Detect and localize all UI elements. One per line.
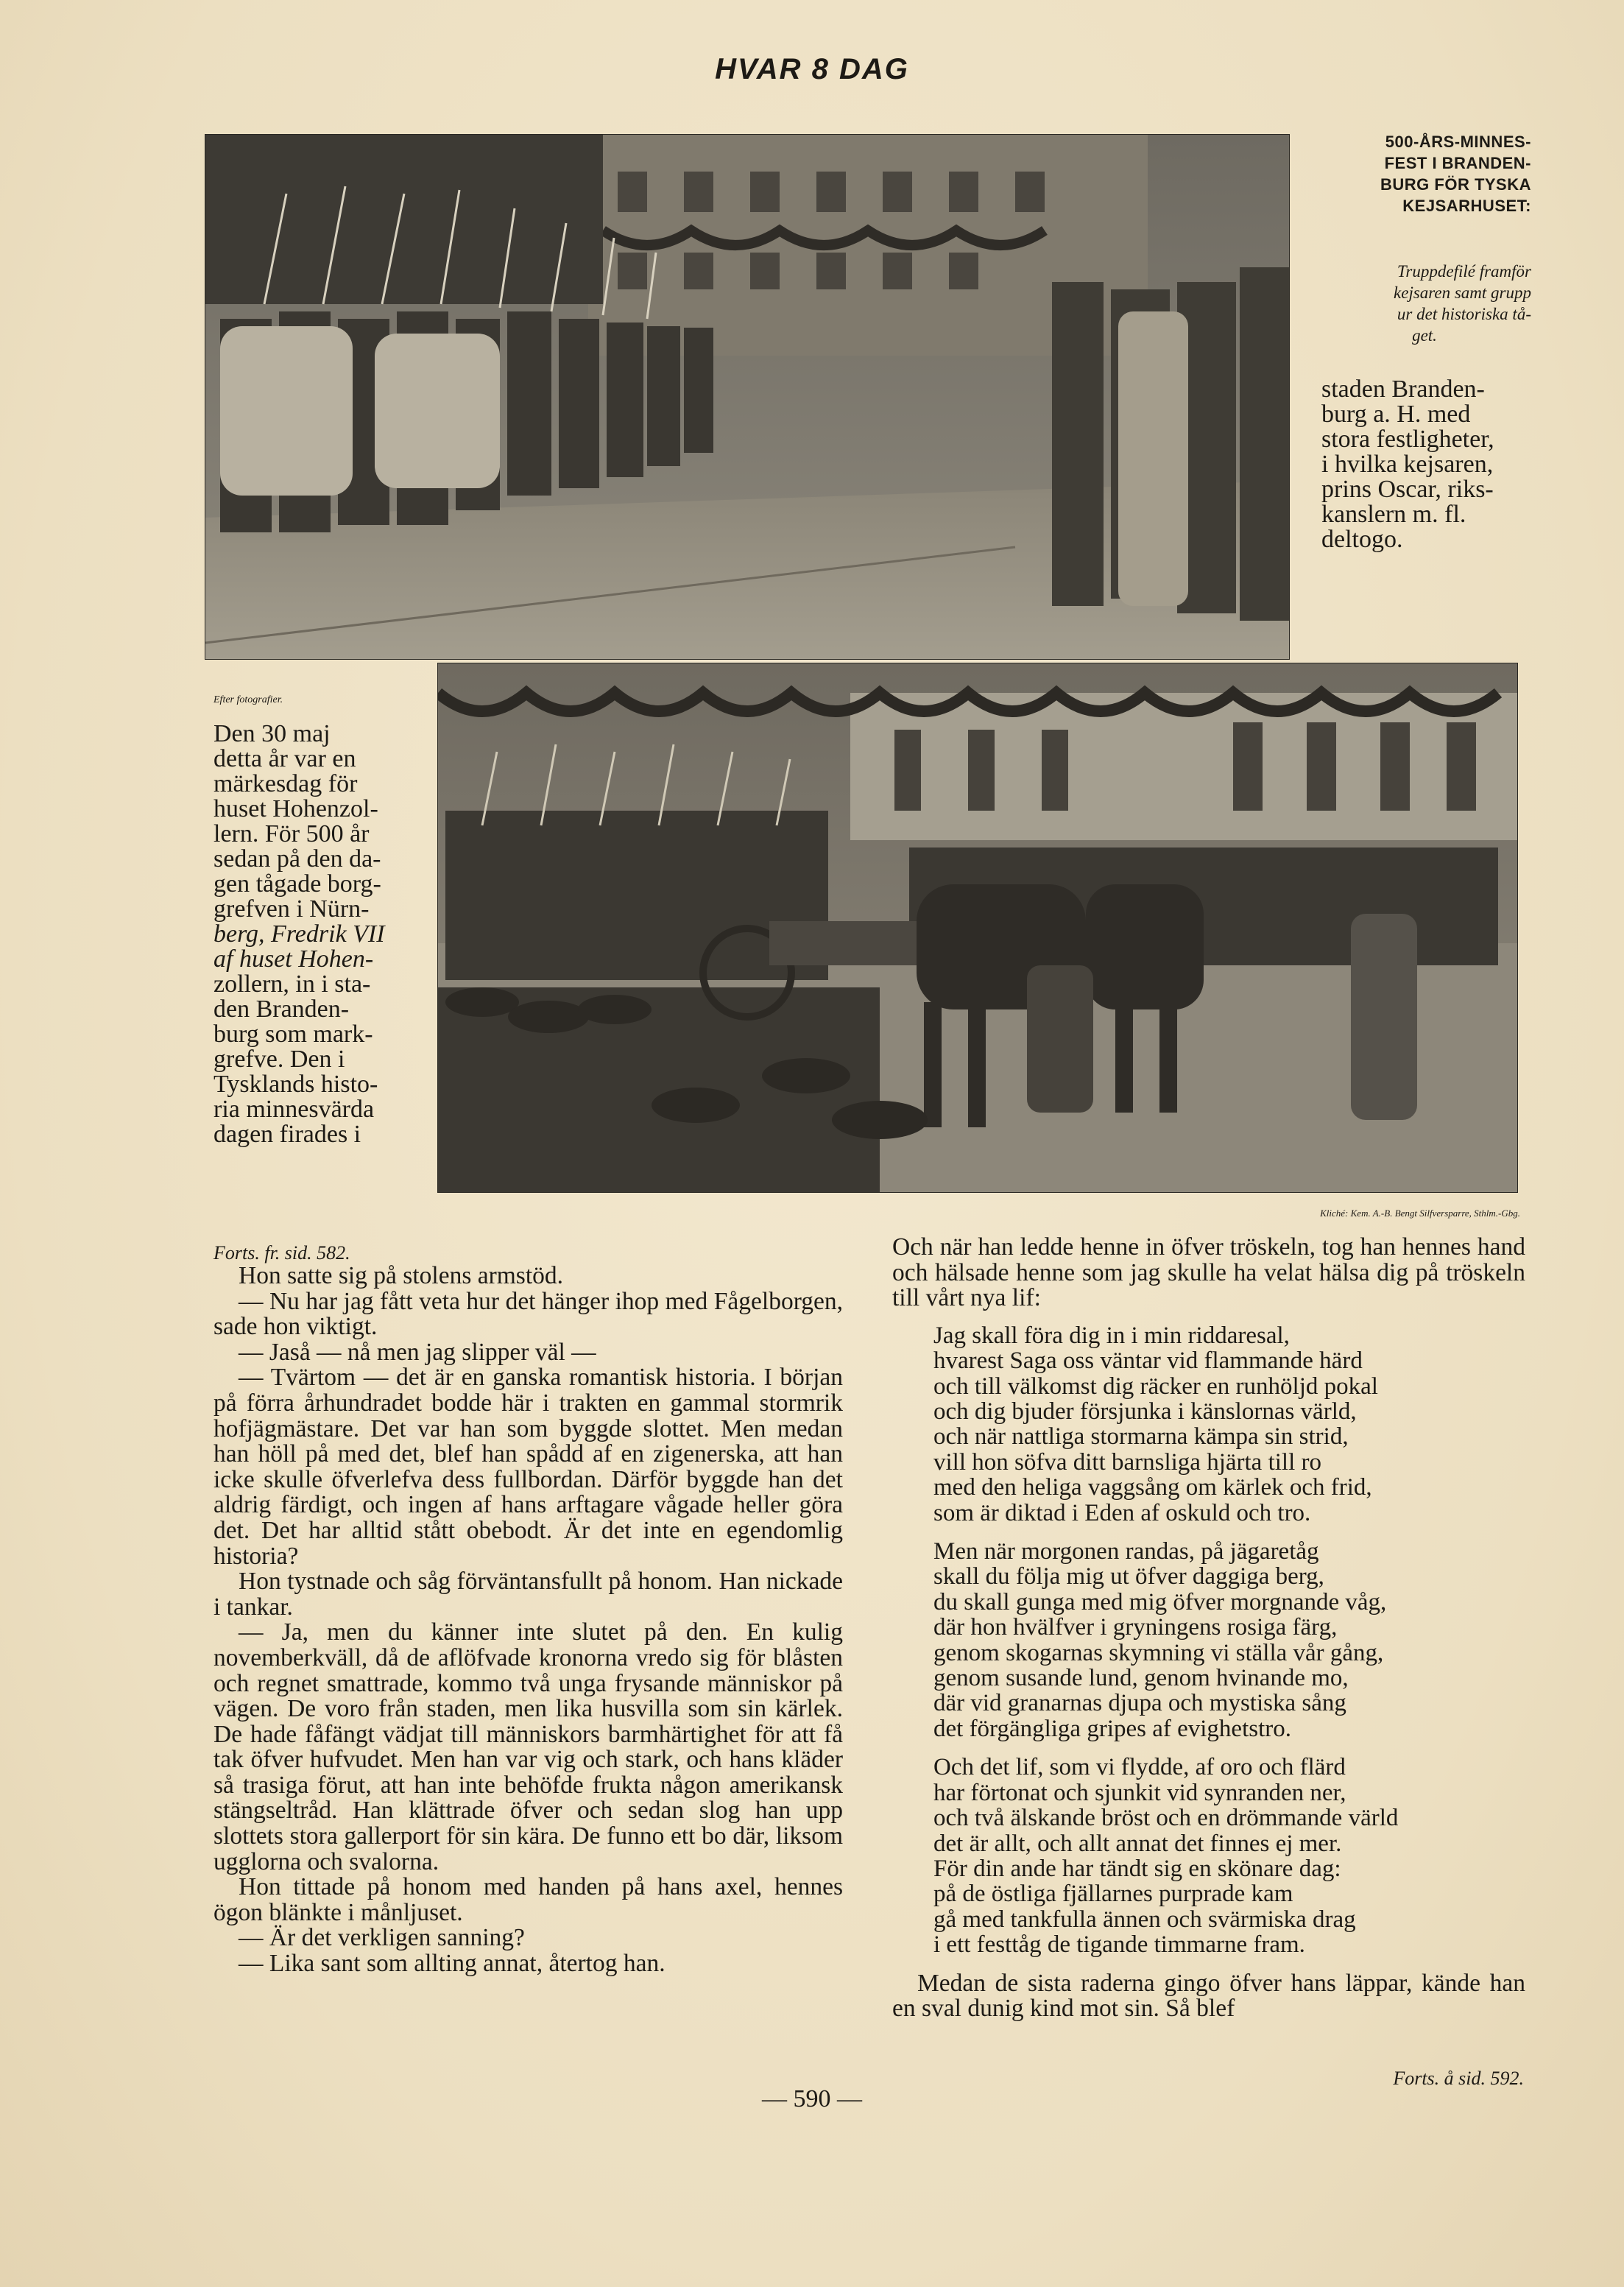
side-line: dagen firades i — [213, 1121, 361, 1148]
side-line: Den 30 maj — [213, 720, 331, 747]
poem-line: Jag skall föra dig in i min riddaresal, — [933, 1322, 1290, 1349]
side-line: gen tågade borg- — [213, 870, 381, 898]
caption-sub-line: kejsaren samt grupp — [1394, 283, 1531, 302]
poem-line: det är allt, och allt annat det finnes ej mer. — [933, 1830, 1342, 1857]
poem-line: vill hon söfva ditt barnsliga hjärta till ro — [933, 1448, 1321, 1476]
side-line: sedan på den da- — [213, 845, 381, 873]
paragraph: Hon satte sig på stolens armstöd. — [239, 1262, 564, 1289]
side-line: zollern, in i sta- — [213, 970, 371, 998]
poem-stanza-1 — [933, 1323, 1525, 1526]
caption-sub-line: get. — [1412, 326, 1437, 345]
poem-line: har förtonat och sjunkit vid synranden ner, — [933, 1779, 1346, 1806]
article-column-left — [213, 1243, 843, 1977]
page-number: — 590 — — [762, 2085, 862, 2112]
poem-line: och dig bjuder försjunka i känslornas värld, — [933, 1398, 1357, 1425]
page-header: HVAR 8 DAG — [715, 53, 909, 85]
poem-stanza-3 — [933, 1755, 1525, 1957]
caption-heading-line: FEST I BRANDEN- — [1384, 154, 1531, 172]
poem-line: Men när morgonen randas, på jägaretåg — [933, 1538, 1319, 1565]
side-line: prins Oscar, riks- — [1321, 476, 1494, 503]
poem-line: där hon hvälfver i gryningens rosiga färg, — [933, 1614, 1338, 1641]
side-line: burg a. H. med — [1321, 401, 1471, 428]
caption-heading-line: 500-ÅRS-MINNES- — [1385, 133, 1531, 151]
article-column-right — [892, 1235, 1525, 2022]
side-line: af huset Hohen- — [213, 945, 374, 973]
poem-line: genom susande lund, genom hvinande mo, — [933, 1665, 1349, 1692]
side-line: staden Branden- — [1321, 376, 1485, 403]
side-line: deltogo. — [1321, 526, 1403, 553]
parade-photo-top — [205, 134, 1290, 660]
side-line: stora festligheter, — [1321, 426, 1494, 453]
paragraph: Och när han ledde henne in öfver tröskeln, tog han hennes hand och hälsade henne som jag skulle ha velat hälsa dig på tröskeln till vårt nya lif: — [892, 1233, 1525, 1312]
poem-line: För din ande har tändt sig en skönare dag: — [933, 1855, 1341, 1882]
poem-line: på de östliga fjällarnes purprade kam — [933, 1881, 1293, 1908]
caption-heading-line: BURG FÖR TYSKA — [1380, 175, 1531, 194]
caption-top-heading — [1318, 131, 1531, 216]
poem-line: hvarest Saga oss väntar vid flammande härd — [933, 1347, 1363, 1375]
side-line: ria minnesvärda — [213, 1096, 375, 1123]
paragraph: — Är det verkligen sanning? — [239, 1924, 525, 1952]
side-line: burg som mark- — [213, 1021, 373, 1048]
photo-credit-right: Kliché: Kem. A.-B. Bengt Silfversparre, Sthlm.-Gbg. — [1320, 1208, 1520, 1219]
side-text-left — [213, 722, 409, 1147]
paragraph: — Nu har jag fått veta hur det hänger ihop med Fågelborgen, sade hon viktigt. — [213, 1287, 843, 1341]
caption-sub-line: ur det historiska tå- — [1397, 305, 1531, 323]
poem-line: i ett festtåg de tigande timmarne fram. — [933, 1931, 1305, 1959]
poem-stanza-2 — [933, 1539, 1525, 1741]
side-line: berg, Fredrik VII — [213, 920, 385, 948]
paragraph: Medan de sista raderna gingo öfver hans läppar, kände han en sval dunig kind mot sin. Så blef — [892, 1969, 1525, 2023]
poem-line: det förgängliga gripes af evighetstro. — [933, 1715, 1291, 1742]
procession-photo-bottom — [437, 663, 1518, 1193]
poem-line: skall du följa mig ut öfver daggiga berg, — [933, 1563, 1324, 1590]
side-line: huset Hohenzol- — [213, 795, 378, 822]
paragraph: Hon tystnade och såg förväntansfullt på honom. Han nickade i tankar. — [213, 1568, 843, 1621]
caption-top-sub — [1318, 261, 1531, 346]
side-line: den Branden- — [213, 996, 350, 1023]
poem-line: som är diktad i Eden af oskuld och tro. — [933, 1499, 1311, 1526]
side-line: grefve. Den i — [213, 1046, 345, 1073]
paragraph: — Lika sant som allting annat, återtog han. — [239, 1950, 666, 1978]
side-line: lern. För 500 år — [213, 820, 370, 848]
side-line: i hvilka kejsaren, — [1321, 451, 1494, 478]
paragraph: — Jaså — nå men jag slipper väl — — [239, 1338, 596, 1366]
side-line: kanslern m. fl. — [1321, 501, 1466, 528]
photo-illustration-bottom — [438, 663, 1517, 1192]
paragraph: — Ja, men du känner inte slutet på den. En kulig novemberkväll, då de aflöfvade kronorna vredo sig för blåsten och regnet smattrade, kommo två unga frysande människor på vägen. De voro från staden, men lika husvilla som sin kärlek. De hade fåfängt vädjat till människors barmhärtighet för att få tak öfver hufvudet. Men han var vig och stark, och hans kläder så trasiga förut, att han inte behöfde frukta någon amerikansk stängseltråd. Han klättrade öfver och sedan slog han upp slottets stora gallerport för sin kära. De funno ett bo där, liksom ugglorna och svalorna. — [213, 1618, 843, 1875]
poem-line: Och det lif, som vi flydde, af oro och flärd — [933, 1754, 1346, 1781]
caption-heading-line: KEJSARHUSET: — [1402, 197, 1531, 215]
side-line: grefven i Nürn- — [213, 895, 370, 923]
poem-line: där vid granarnas djupa och mystiska sång — [933, 1690, 1346, 1717]
side-line: detta år var en — [213, 745, 356, 772]
paragraph: — Tvärtom — det är en ganska romantisk historia. I början på förra århundradet bodde här i trakten en gammal stormrik hofjägmästare. Det var han som byggde slottet. Men medan han höll på med det, blef han spådd af en zigenerska, att han icke skulle öfverlefva dess fullbordan. Därför byggde han det aldrig färdigt, och ingen af hans arftagare vågade heller göra det. Det har alltid stått obebodt. Är det inte en egendomlig historia? — [213, 1364, 843, 1570]
poem-line: och två älskande bröst och en drömmande värld — [933, 1805, 1399, 1832]
paragraph: Hon tittade på honom med handen på hans axel, hennes ögon blänkte i månljuset. — [213, 1873, 843, 1926]
photo-credit-left: Efter fotografier. — [213, 694, 283, 705]
poem-line: genom skogarnas skymning vi ställa vår gång, — [933, 1639, 1384, 1666]
side-line: Tysklands histo- — [213, 1071, 378, 1098]
continued-from-note: Forts. fr. sid. 582. — [213, 1242, 350, 1264]
side-text-top — [1321, 377, 1524, 552]
poem-line: med den heliga vaggsång om kärlek och frid, — [933, 1474, 1372, 1501]
poem-line: gå med tankfulla ännen och svärmiska drag — [933, 1906, 1356, 1933]
continued-on-note: Forts. å sid. 592. — [1393, 2068, 1524, 2089]
poem-line: du skall gunga med mig öfver morgnande våg, — [933, 1588, 1387, 1615]
photo-illustration-top — [205, 135, 1289, 659]
poem-line: och till välkomst dig räcker en runhöljd pokal — [933, 1372, 1378, 1400]
poem-line: och när nattliga stormarna kämpa sin strid, — [933, 1423, 1349, 1451]
caption-sub-line: Truppdefilé framför — [1397, 262, 1531, 281]
side-line: märkesdag för — [213, 770, 358, 797]
